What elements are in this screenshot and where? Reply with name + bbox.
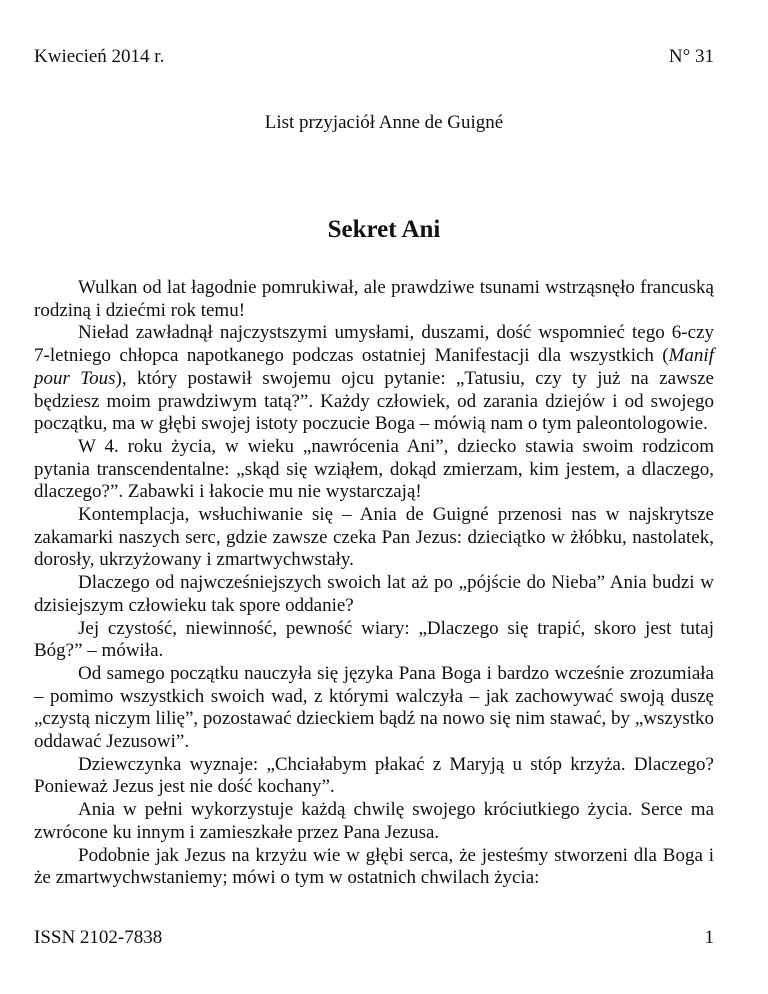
paragraph: Wulkan od lat łagodnie pomrukiwał, ale prawdziwe tsunami wstrząsnęło francuską rodziną i dziećmi rok temu! (34, 277, 714, 321)
issue-number: N° 31 (668, 46, 714, 67)
page-number: 1 (704, 927, 714, 948)
italic-title: Manif pour Tous (34, 345, 714, 389)
newsletter-subtitle: List przyjaciół Anne de Guigné (264, 112, 504, 133)
issn-number: ISSN 2102-7838 (34, 927, 163, 948)
paragraph-text: ), który postawił swojemu ojcu pytanie: „Tatusiu, czy ty już na zawsze będziesz moim prawdziwym tatą?”. Każdy człowiek, od zarania dziejów i od swojego początku, ma w głębi swojej istoty poczucie Boga – mówią nam o tym paleontologowie. (34, 367, 714, 435)
paragraph: Jej czystość, niewinność, pewność wiary: „Dlaczego się trapić, skoro jest tutaj Bóg?” – mówiła. (34, 617, 714, 662)
issue-date: Kwiecień 2014 r. (34, 46, 165, 67)
article-title: Sekret Ani (327, 216, 441, 243)
paragraph: Od samego początku nauczyła się języka Pana Boga i bardzo wcześnie zrozumiała – pomimo wszystkich swoich wad, z którymi walczyła – jak zachowywać swoją duszę „czystą niczym lilię”, pozostawać dzieckiem bądź na nowo się nim stawać, by „wszystko oddawać Jezusowi”. (34, 662, 714, 753)
article-body (34, 277, 714, 890)
paragraph: Podobnie jak Jezus na krzyżu wie w głębi serca, że jesteśmy stworzeni dla Boga i że zmartwychwstaniemy; mówi o tym w ostatnich chwilach życia: (34, 844, 714, 889)
paragraph: Kontemplacja, wsłuchiwanie się – Ania de Guigné przenosi nas w najskrytsze zakamarki naszych serc, gdzie zawsze czeka Pan Jezus: dzieciątko w żłóbku, nastolatek, dorosły, ukrzyżowany i zmartwychwstały. (34, 504, 714, 571)
paragraph (34, 322, 714, 436)
paragraph: Dlaczego od najwcześniejszych swoich lat aż po „pójście do Nieba” Ania budzi w dzisiejszym człowieku tak spore oddanie? (34, 572, 714, 616)
paragraph: Dziewczynka wyznaje: „Chciałabym płakać z Maryją u stóp krzyża. Dlaczego? Ponieważ Jezus jest nie dość kochany”. (34, 753, 714, 798)
paragraph: Ania w pełni wykorzystuje każdą chwilę swojego króciutkiego życia. Serce ma zwrócone ku innym i zamieszkałe przez Pana Jezusa. (34, 799, 714, 843)
paragraph-text: Nieład zawładnął najczystszymi umysłami, duszami, dość wspomnieć tego 6-czy 7-letniego chłopca napotkanego podczas ostatniej Manifestacji dla wszystkich ( (34, 322, 714, 367)
paragraph: W 4. roku życia, w wieku „nawrócenia Ani”, dziecko stawia swoim rodzicom pytania transcendentalne: „skąd się wziąłem, dokąd zmierzam, kim jestem, a dlaczego, dlaczego?”. Zabawki i łakocie mu nie wystarczają! (34, 435, 714, 503)
